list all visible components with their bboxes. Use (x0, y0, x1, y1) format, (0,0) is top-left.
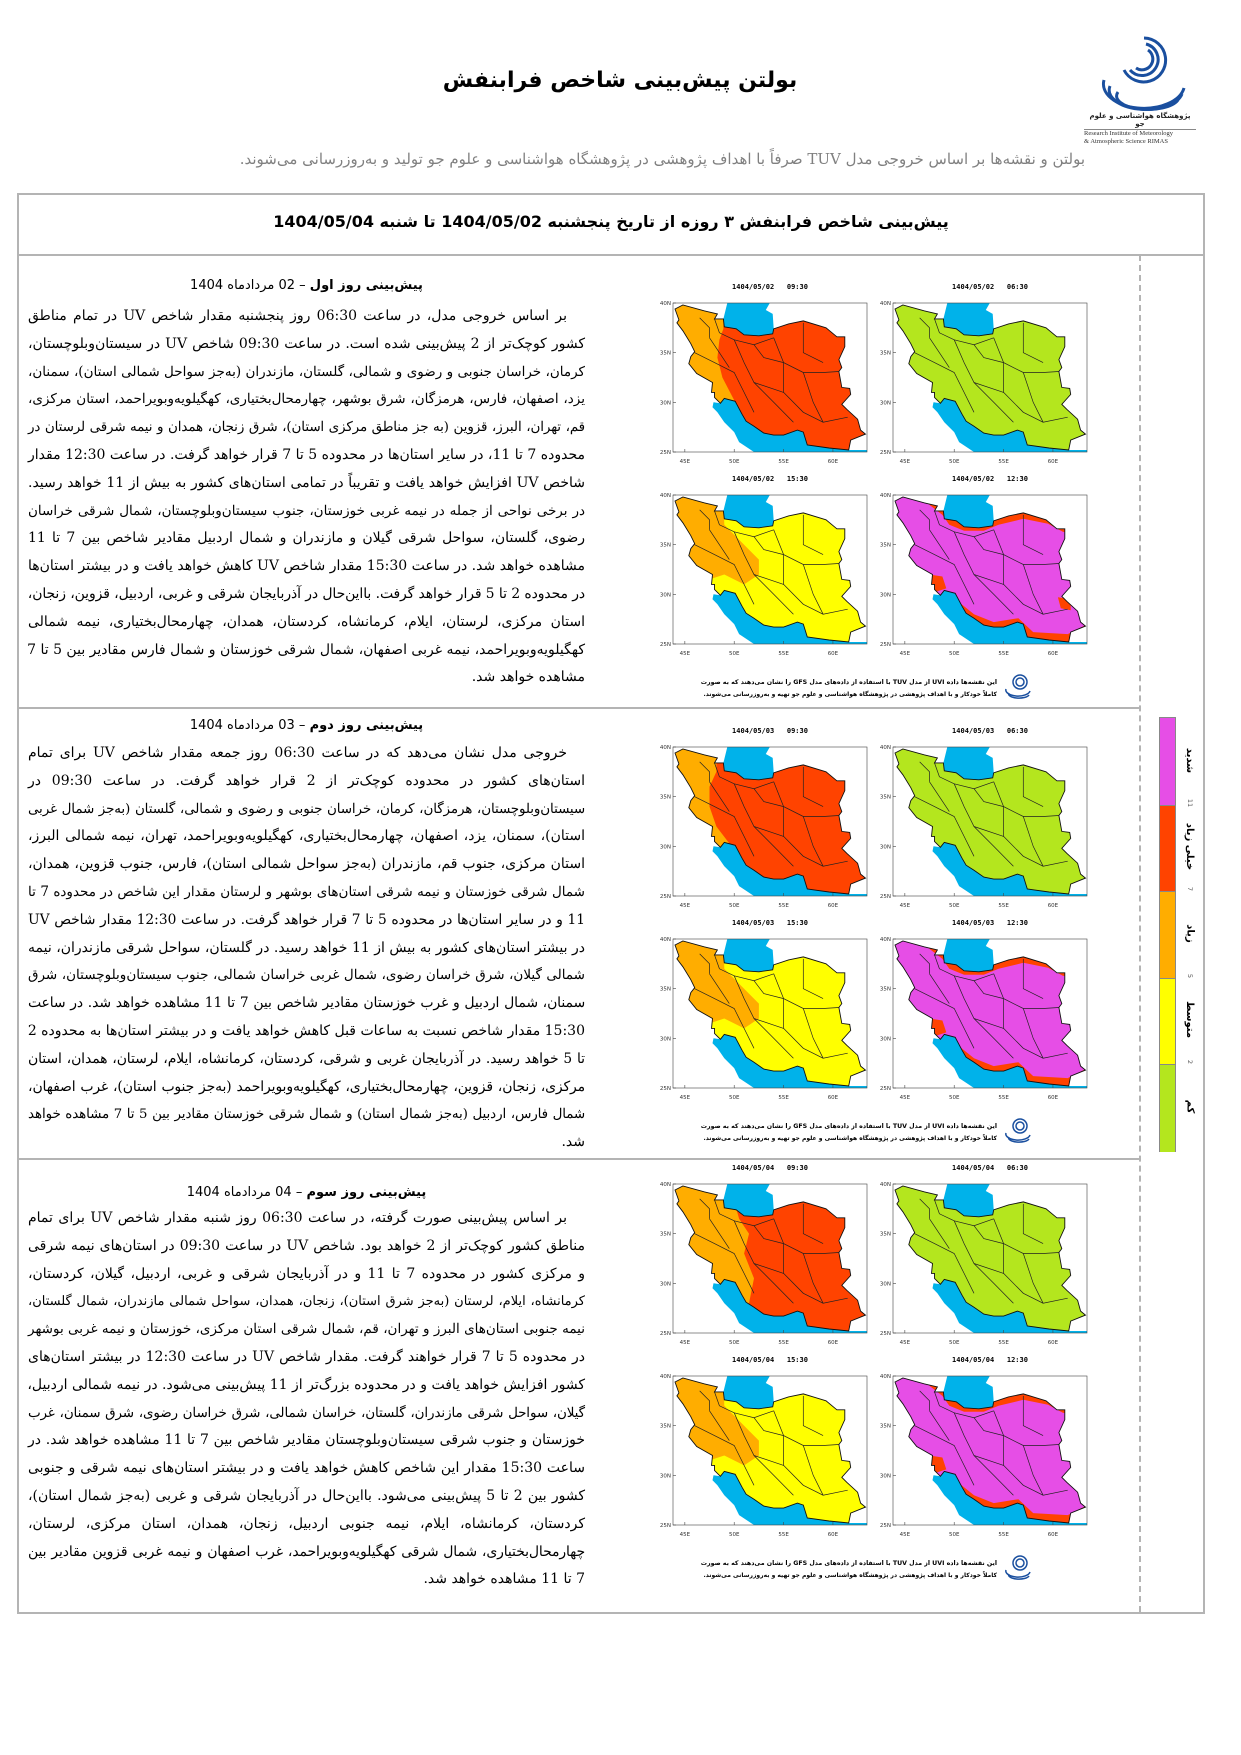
legend-label (1180, 1066, 1200, 1146)
lon-tick-label: 55E (998, 651, 1009, 657)
uv-map-1530 (647, 475, 867, 674)
lon-tick-label: 50E (948, 1340, 960, 1346)
uv-map-1230 (867, 475, 1087, 674)
caption-logo-icon (1002, 1117, 1034, 1145)
lon-tick-label: 45E (679, 459, 691, 465)
map-title (673, 475, 867, 483)
lat-tick-label: 40N (659, 1182, 671, 1188)
map-time: 12:30 (1006, 919, 1028, 927)
lon-tick-label: 55E (778, 1095, 789, 1101)
text-line: کردستان، کرمانشاه، ایلام، نیمه جنوبی اردبیل، زنجان، همدان، استان مرکزی، لرستان، (28, 1515, 585, 1532)
map-date: 1404/05/03 (952, 919, 995, 927)
map-title (893, 1164, 1087, 1172)
text-line: و مرکزی کشور در محدوده 7 تا 11 و در آذربایجان شرقی و غربی، اردبیل، گیلان، کردستان، (28, 1265, 585, 1282)
uv-map-0930 (647, 283, 867, 482)
iran-uv-map (647, 1178, 872, 1358)
map-time: 09:30 (786, 283, 808, 291)
text-line: 7 تا 11 مشاهده خواهد شد. (423, 1571, 585, 1588)
lat-tick-label: 30N (879, 592, 891, 599)
lat-tick-label: 30N (879, 400, 891, 407)
iran-uv-map (867, 489, 1092, 669)
lat-tick-label: 35N (659, 1423, 671, 1430)
uv-map-panel (647, 727, 1097, 1147)
map-title (893, 475, 1087, 483)
lon-tick-label: 60E (827, 1340, 839, 1346)
text-line: رضوی، گلستان، سواحل شرقی گیلان و مازندران و شمال اردبیل مقادیر شاخص بین 7 تا 11 (28, 530, 585, 547)
lat-tick-label: 40N (659, 301, 671, 307)
map-title (893, 283, 1087, 291)
lon-tick-label: 55E (998, 1340, 1009, 1346)
lat-tick-label: 35N (879, 1423, 891, 1430)
text-line: کشور بین 2 تا 5 پیش‌بینی می‌شود. بااین‌حال در آذربایجان شرقی و غربی (به‌جز شمال استان)، (28, 1487, 585, 1504)
day-forecast-text (28, 740, 585, 1157)
day-heading-date: – 03 مردادماه 1404 (189, 718, 306, 733)
lat-tick-label: 30N (879, 1036, 891, 1043)
legend-label-text: شدید (1184, 747, 1196, 773)
rimas-logo (1084, 30, 1196, 148)
map-title (893, 919, 1087, 927)
lat-tick-label: 25N (659, 450, 671, 456)
uv-map-0630 (867, 727, 1087, 926)
lon-tick-label: 50E (728, 1095, 740, 1101)
lon-tick-label: 55E (778, 651, 789, 657)
lon-tick-label: 45E (899, 651, 911, 657)
map-title (673, 919, 867, 927)
lon-tick-label: 45E (679, 651, 691, 657)
lon-tick-label: 50E (728, 1532, 740, 1538)
lat-tick-label: 30N (659, 400, 671, 407)
colorbar-tick-label: 11 (1186, 798, 1194, 807)
lat-tick-label: 30N (659, 1036, 671, 1043)
lat-tick-label: 40N (659, 1374, 671, 1380)
text-line: در محدوده 2 تا 5 قرار خواهد گرفت. بااین‌حال در آذربایجان شرقی و غربی، اردبیل، قزوین، زنجان، (27, 585, 585, 602)
text-line: در بیشتر استان‌های کشور به بیش از 11 خواهد رسید. در گلستان، سواحل شرقی مازندران، نیمه (28, 939, 585, 956)
uv-map-1230 (867, 1356, 1087, 1555)
text-line: نیمه جنوبی استان‌های البرز و تهران، قم، شمال شرقی استان مرکزی، خوزستان و نیمه غربی بوشهر (28, 1321, 585, 1338)
iran-uv-map (647, 489, 872, 669)
map-date: 1404/05/02 (732, 475, 775, 483)
lon-tick-label: 55E (778, 1340, 789, 1346)
caption-logo-icon (1002, 1554, 1034, 1582)
lat-tick-label: 40N (879, 301, 891, 307)
colorbar-segment-low (1160, 1064, 1175, 1152)
bulletin-title: بولتن پیش‌بینی شاخص فرابنفش (442, 68, 798, 93)
legend-label (1180, 893, 1200, 973)
map-date: 1404/05/03 (732, 727, 775, 735)
text-line: قم، تهران، البرز، قزوین (به جز مناطق مرکزی استان)، شرق زنجان، همدان و نیمه شرقی لرستان در (28, 420, 585, 436)
map-time: 09:30 (786, 727, 808, 735)
text-line: استان مرکزی، جنوب قم، مازندران (به‌جز سواحل شمالی استان)، فارس، جنوب قزوین، همدان، (28, 856, 585, 873)
legend-label (1180, 720, 1200, 800)
map-time: 12:30 (1006, 475, 1028, 483)
day-heading-label: پیش‌بینی روز اول (309, 278, 423, 293)
text-line: خروجی مدل نشان می‌دهد که در ساعت 06:30 روز جمعه مقدار شاخص UV برای تمام (28, 745, 568, 761)
colorbar-segment-moderate (1160, 978, 1175, 1066)
text-line: شمال شرقی خوزستان و نیمه شرقی استان‌های بوشهر و لرستان مقدار این شاخص در محدوده 7 تا (28, 883, 585, 900)
day-heading-label: پیش‌بینی روز دوم (309, 718, 424, 733)
iran-uv-map (867, 1370, 1092, 1550)
text-line: استان مرکزی، لرستان، ایلام، کرمانشاه، کردستان، همدان، چهارمحال‌بختیاری، نیمه شمالی (28, 613, 585, 630)
text-line: کرمان، خراسان جنوبی و رضوی و شمالی، گلستان، مازندران (به‌جز سواحل شمالی استان)، سمنان، (28, 363, 585, 380)
legend-label-text: زیاد (1184, 923, 1196, 943)
uv-map-panel (647, 1164, 1097, 1584)
colorbar-segment-high (1160, 891, 1175, 979)
lon-tick-label: 45E (899, 903, 911, 909)
text-line: مشاهده خواهد شد. (471, 669, 585, 686)
lon-tick-label: 45E (679, 1340, 691, 1346)
lon-tick-label: 60E (1047, 903, 1059, 909)
forecast-period-heading: پیش‌بینی شاخص فرابنفش ۳ روزه از تاریخ پنجشنبه 1404/05/02 تا شنبه 1404/05/04 (273, 212, 949, 231)
lat-tick-label: 25N (879, 642, 891, 648)
map-time: 06:30 (1006, 283, 1028, 291)
uv-index-colorbar (1159, 717, 1176, 1152)
iran-uv-map (647, 297, 872, 477)
text-line: ساعت 15:30 مقدار این شاخص کاهش خواهد یافت و در بیشتر استان‌های نیمه شرقی و جنوبی (28, 1460, 586, 1477)
lat-tick-label: 25N (879, 450, 891, 456)
lat-tick-label: 40N (879, 745, 891, 751)
map-title (893, 1356, 1087, 1364)
lon-tick-label: 50E (948, 459, 960, 465)
day-forecast-text (28, 1205, 585, 1594)
lon-tick-label: 55E (778, 903, 789, 909)
day-heading-label: پیش‌بینی روز سوم (306, 1185, 427, 1200)
lon-tick-label: 55E (998, 903, 1009, 909)
lon-tick-label: 55E (778, 1532, 789, 1538)
map-title (673, 1164, 867, 1172)
day-heading (28, 275, 585, 297)
lon-tick-label: 50E (728, 459, 740, 465)
text-line: کشور کوچک‌تر از 2 پیش‌بینی شده است. در ساعت 09:30 شاخص UV در سیستان‌وبلوچستان، (28, 335, 585, 352)
lat-tick-label: 25N (659, 1086, 671, 1092)
iran-uv-map (867, 933, 1092, 1113)
lon-tick-label: 55E (998, 459, 1009, 465)
text-line: شد. (561, 1134, 585, 1151)
day-heading (28, 715, 585, 737)
map-caption-line: این نقشه‌ها داده UVI از مدل TUV با استفاده از داده‌های مدل GFS را نشان می‌دهند که به صورت (700, 679, 997, 686)
text-line: چهارمحال‌بختیاری، شمال شرقی کهگیلویه‌وبویراحمد، غرب اصفهان و نیمه غربی قزوین مقادیر بین (28, 1543, 585, 1560)
colorbar-tick-label: 2 (1186, 1060, 1194, 1065)
map-caption (697, 1558, 997, 1582)
text-line: کرمانشاه، ایلام، لرستان (به‌جز شرق استان)، زنجان، همدان، سواحل شمالی مازندران، شمال گلستان، (28, 1294, 585, 1310)
lon-tick-label: 60E (1047, 1340, 1059, 1346)
lat-tick-label: 30N (879, 844, 891, 851)
text-line: استان‌های کشور در محدوده کوچک‌تر از 2 قرار خواهد گرفت. در ساعت 09:30 در (28, 772, 585, 789)
text-line: سمنان، شمال اردبیل و غرب خوزستان مقادیر شاخص بین 7 تا 11 مشاهده خواهد شد. در ساعت (28, 995, 585, 1012)
lon-tick-label: 60E (1047, 1532, 1059, 1538)
lon-tick-label: 55E (998, 1532, 1009, 1538)
lon-tick-label: 45E (679, 1532, 691, 1538)
lat-tick-label: 40N (879, 1182, 891, 1188)
logo-text-en-2: & Atmospheric Science RIMAS (1084, 138, 1168, 145)
iran-uv-map (867, 297, 1092, 477)
text-line: کشور افزایش خواهد یافت و در محدوده بزرگ‌تر از 11 پیش‌بینی می‌شود. در نیمه شمالی اردبیل، (27, 1376, 585, 1393)
lon-tick-label: 45E (899, 459, 911, 465)
map-title (673, 1356, 867, 1364)
lat-tick-label: 30N (879, 1281, 891, 1288)
lat-tick-label: 40N (879, 493, 891, 499)
lat-tick-label: 30N (879, 1473, 891, 1480)
lat-tick-label: 35N (659, 794, 671, 801)
text-line: مناطق کشور کوچک‌تر از 2 خواهد بود. شاخص UV در ساعت 09:30 در استان‌های نیمه شرقی (28, 1237, 585, 1254)
lat-tick-label: 25N (879, 1331, 891, 1337)
map-caption-line: این نقشه‌ها داده UVI از مدل TUV با استفاده از داده‌های مدل GFS را نشان می‌دهند که به صورت (700, 1123, 997, 1130)
map-caption-line: کاملاً خودکار و با اهداف پژوهشی در پژوهشگاه هواشناسی و علوم جو تهیه و به‌روزرسانی می‌شوند. (703, 1135, 997, 1142)
map-caption-line: این نقشه‌ها داده UVI از مدل TUV با استفاده از داده‌های مدل GFS را نشان می‌دهند که به صورت (700, 1560, 997, 1567)
rimas-logo-icon (1084, 30, 1196, 108)
lat-tick-label: 25N (879, 1086, 891, 1092)
text-line: 11 و در سایر استان‌ها در محدوده 5 تا 7 قرار خواهد گرفت. در ساعت 12:30 مقدار شاخص UV (28, 911, 586, 928)
map-time: 15:30 (786, 1356, 808, 1364)
lat-tick-label: 40N (659, 937, 671, 943)
map-time: 06:30 (1006, 727, 1028, 735)
divider (17, 707, 1139, 709)
lon-tick-label: 60E (1047, 459, 1059, 465)
iran-uv-map (647, 741, 872, 921)
lat-tick-label: 30N (659, 844, 671, 851)
text-line: خوزستان و جنوب شرقی سیستان‌وبلوچستان مقادیر شاخص بین 7 تا 11 مشاهده خواهد شد. در (28, 1432, 586, 1449)
text-line: سیستان‌وبلوچستان، هرمزگان، کرمان، خراسان جنوبی و رضوی و شمالی، گلستان (به‌جز شمال غربی (28, 801, 585, 817)
uv-map-panel (647, 283, 1097, 703)
lat-tick-label: 30N (659, 1281, 671, 1288)
lat-tick-label: 25N (879, 894, 891, 900)
lon-tick-label: 50E (948, 903, 960, 909)
text-line: در محدوده 5 تا 7 قرار خواهند گرفت. مقدار شاخص UV در ساعت 12:30 در بیشتر استان‌های (28, 1348, 586, 1365)
map-time: 12:30 (1006, 1356, 1028, 1364)
lon-tick-label: 45E (899, 1095, 911, 1101)
map-caption (697, 1121, 997, 1145)
lon-tick-label: 60E (827, 1095, 839, 1101)
map-date: 1404/05/03 (952, 727, 995, 735)
text-line: مرکزی، زنجان، قزوین، چهارمحال‌بختیاری، کهگیلویه‌وبویراحمد (به‌جز جنوب استان)، غرب اصفهان، (28, 1078, 585, 1095)
uv-map-0630 (867, 283, 1087, 482)
lat-tick-label: 35N (879, 350, 891, 357)
text-line: در برخی نواحی از جمله در نیمه غربی خوزستان، جنوب سیستان‌وبلوچستان، شمال شرقی خراسان (28, 502, 585, 519)
lat-tick-label: 40N (879, 937, 891, 943)
day-heading-date: – 04 مردادماه 1404 (186, 1185, 303, 1200)
day-forecast-text (28, 303, 585, 692)
lat-tick-label: 25N (659, 894, 671, 900)
lat-tick-label: 40N (879, 1374, 891, 1380)
text-line: بر اساس پیش‌بینی صورت گرفته، در ساعت 06:30 روز شنبه مقدار شاخص UV برای تمام (28, 1210, 568, 1226)
legend-label (1180, 807, 1200, 887)
lat-tick-label: 30N (659, 592, 671, 599)
uv-map-0630 (867, 1164, 1087, 1363)
iran-uv-map (867, 741, 1092, 921)
map-date: 1404/05/03 (732, 919, 775, 927)
map-date: 1404/05/04 (732, 1164, 775, 1172)
lat-tick-label: 35N (659, 350, 671, 357)
lon-tick-label: 45E (899, 1340, 911, 1346)
lon-tick-label: 60E (827, 459, 839, 465)
uv-map-1230 (867, 919, 1087, 1118)
lat-tick-label: 35N (879, 794, 891, 801)
lon-tick-label: 45E (899, 1532, 911, 1538)
iran-uv-map (647, 1370, 872, 1550)
lon-tick-label: 50E (728, 651, 740, 657)
lat-tick-label: 25N (659, 1331, 671, 1337)
uv-map-0930 (647, 1164, 867, 1363)
colorbar-segment-very-high (1160, 805, 1175, 893)
lat-tick-label: 35N (659, 542, 671, 549)
lon-tick-label: 50E (728, 903, 740, 909)
legend-label (1180, 980, 1200, 1060)
colorbar-tick-label: 5 (1186, 973, 1194, 978)
map-date: 1404/05/04 (952, 1356, 995, 1364)
legend-label-text: کم (1184, 1099, 1196, 1114)
map-title (673, 283, 867, 291)
text-line: یزد، اصفهان، فارس، هرمزگان، شرق بوشهر، چهارمحال‌بختیاری، کهگیلویه‌وبویراحمد، استان مرکزی، (28, 391, 585, 408)
lon-tick-label: 55E (998, 1095, 1009, 1101)
lat-tick-label: 25N (879, 1523, 891, 1529)
map-time: 15:30 (786, 475, 808, 483)
legend-column-divider (1139, 255, 1141, 1612)
lon-tick-label: 55E (778, 459, 789, 465)
uv-map-1530 (647, 1356, 867, 1555)
lon-tick-label: 60E (827, 1532, 839, 1538)
divider (17, 254, 1203, 256)
map-title (673, 727, 867, 735)
map-caption (697, 677, 997, 701)
logo-text-fa: پژوهشگاه هواشناسی و علوم جو (1084, 112, 1196, 130)
day-heading (28, 1182, 585, 1204)
map-date: 1404/05/02 (952, 283, 995, 291)
lat-tick-label: 35N (659, 986, 671, 993)
lat-tick-label: 25N (659, 642, 671, 648)
map-time: 06:30 (1006, 1164, 1028, 1172)
lat-tick-label: 25N (659, 1523, 671, 1529)
text-line: استان)، سمنان، یزد، اصفهان، چهارمحال‌بختیاری، کهگیلویه‌وبویراحمد، تهران، نیمه شمالی البرز، (28, 828, 585, 845)
text-line: شمالی گیلان، شرق خراسان رضوی، شمال غربی خراسان شمالی، جنوب سیستان‌وبلوچستان، شرق (28, 967, 585, 984)
legend-label-text: متوسط (1184, 1001, 1196, 1039)
lon-tick-label: 60E (1047, 651, 1059, 657)
day-heading-date: – 02 مردادماه 1404 (190, 278, 306, 293)
lat-tick-label: 35N (879, 542, 891, 549)
text-line: محدوده 7 تا 11، در سایر استان‌ها در محدوده 5 تا 7 قرار خواهد گرفت. در ساعت 12:30 مقدار (28, 446, 586, 463)
colorbar-segment-extreme (1160, 718, 1175, 805)
text-line: بر اساس خروجی مدل، در ساعت 06:30 روز پنجشنبه مقدار شاخص UV در تمام مناطق (28, 308, 567, 324)
map-date: 1404/05/04 (732, 1356, 775, 1364)
uv-map-1530 (647, 919, 867, 1118)
bulletin-disclaimer: بولتن و نقشه‌ها بر اساس خروجی مدل TUV صرفاً با اهداف پژوهشی در پژوهشگاه هواشناسی و علوم جو تولید و به‌روزرسانی می‌شوند. (239, 150, 1085, 168)
map-caption-line: کاملاً خودکار و با اهداف پژوهشی در پژوهشگاه هواشناسی و علوم جو تهیه و به‌روزرسانی می‌شوند. (703, 691, 997, 698)
lon-tick-label: 50E (948, 1095, 960, 1101)
map-date: 1404/05/02 (732, 283, 775, 291)
lon-tick-label: 45E (679, 903, 691, 909)
legend-label-text: خیلی زیاد (1184, 822, 1196, 871)
logo-text-en-1: Research Institute of Meteorology (1084, 130, 1173, 137)
text-line: مشاهده خواهد شد. در ساعت 15:30 مقدار شاخص UV کاهش خواهد یافت و در بیشتر استان‌ها (28, 558, 586, 575)
map-time: 09:30 (786, 1164, 808, 1172)
lat-tick-label: 35N (659, 1231, 671, 1238)
text-line: شمال فارس، اردبیل (به‌جز شمال استان) و شمال شرقی خوزستان مقادیر بین 5 تا 7 مشاهده خواهد (28, 1107, 585, 1123)
map-time: 15:30 (786, 919, 808, 927)
lat-tick-label: 40N (659, 745, 671, 751)
lat-tick-label: 40N (659, 493, 671, 499)
uv-map-0930 (647, 727, 867, 926)
lat-tick-label: 35N (879, 1231, 891, 1238)
text-line: تا 5 خواهد رسید. در آذربایجان غربی و شرقی، کردستان، کرمانشاه، ایلام، لرستان، همدان، استان (28, 1050, 585, 1067)
text-line: کهگیلویه‌وبویراحمد، نیمه غربی اصفهان، شمال شرقی خوزستان و شمال فارس مقادیر بین 5 تا 7 (27, 641, 585, 658)
lon-tick-label: 50E (948, 1532, 960, 1538)
text-line: گیلان، سواحل شرقی مازندران، گلستان، خراسان شمالی، شرق خراسان رضوی، شرق سمنان، غرب (28, 1405, 585, 1421)
lon-tick-label: 60E (1047, 1095, 1059, 1101)
text-line: شاخص UV افزایش خواهد یافت و تقریباً در تمامی استان‌های کشور به بیش از 11 خواهد رسید. (28, 474, 585, 491)
map-title (893, 727, 1087, 735)
text-line: 15:30 مقدار شاخص نسبت به ساعات قبل کاهش خواهد یافت و در بیشتر استان‌ها به محدوده 2 (27, 1022, 585, 1039)
map-date: 1404/05/02 (952, 475, 995, 483)
caption-logo-icon (1002, 673, 1034, 701)
lat-tick-label: 35N (879, 986, 891, 993)
lon-tick-label: 50E (728, 1340, 740, 1346)
lon-tick-label: 60E (827, 651, 839, 657)
colorbar-tick-label: 7 (1186, 887, 1194, 892)
map-date: 1404/05/04 (952, 1164, 995, 1172)
lon-tick-label: 50E (948, 651, 960, 657)
lat-tick-label: 30N (659, 1473, 671, 1480)
lon-tick-label: 45E (679, 1095, 691, 1101)
map-caption-line: کاملاً خودکار و با اهداف پژوهشی در پژوهشگاه هواشناسی و علوم جو تهیه و به‌روزرسانی می‌شوند. (703, 1572, 997, 1579)
iran-uv-map (647, 933, 872, 1113)
lon-tick-label: 60E (827, 903, 839, 909)
iran-uv-map (867, 1178, 1092, 1358)
divider (17, 1158, 1139, 1160)
